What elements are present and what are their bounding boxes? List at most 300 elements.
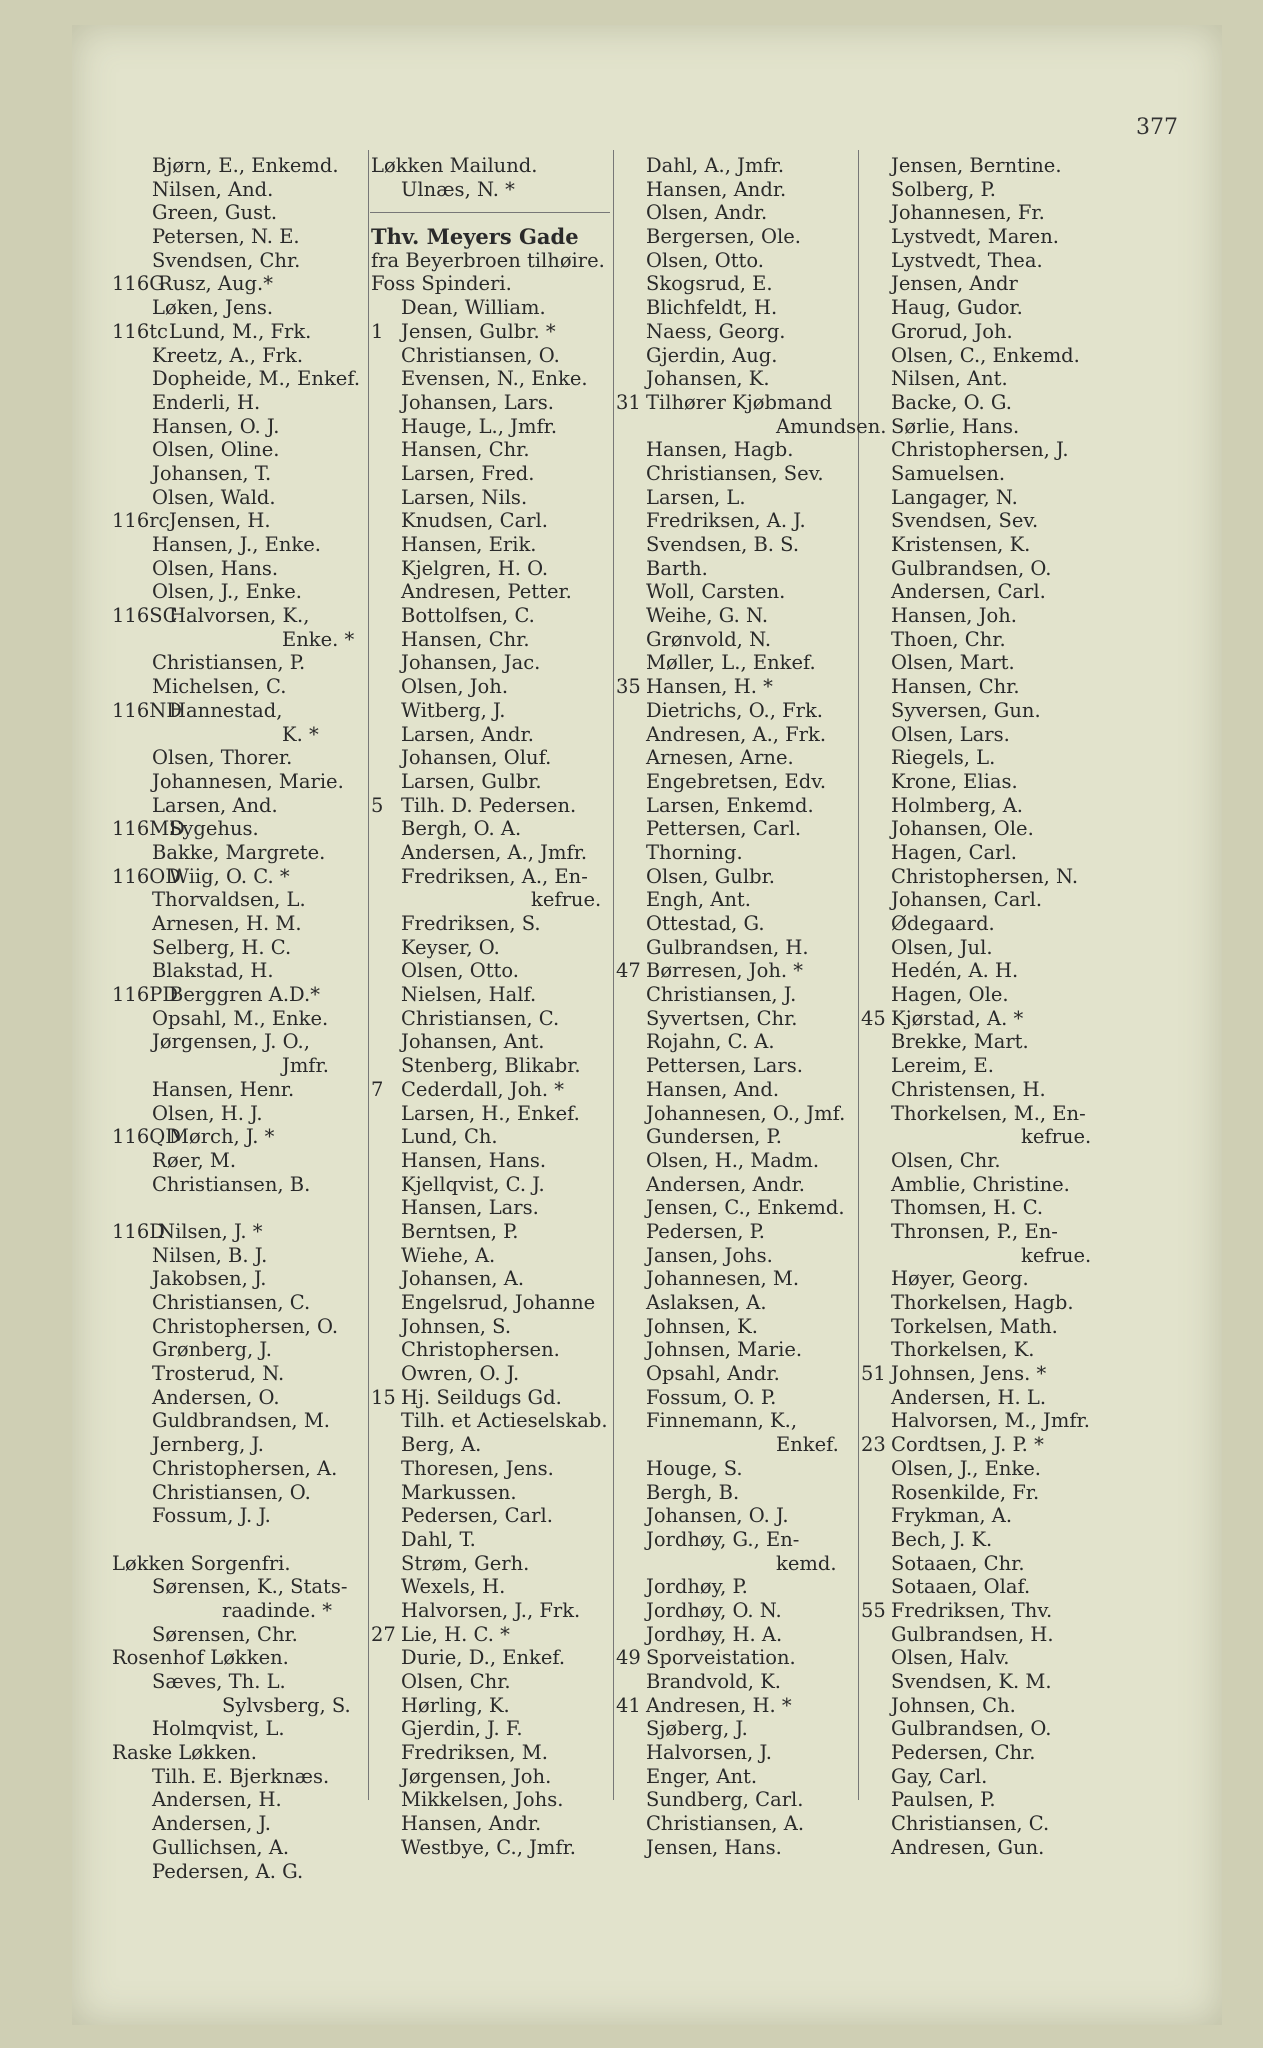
listing-text: Gay, Carl.: [891, 1764, 988, 1788]
listing-entry: [861, 1338, 1101, 1362]
listing-text: Dahl, T.: [401, 1527, 476, 1551]
listing-text: Thoresen, Jens.: [401, 1456, 554, 1480]
listing-entry: [861, 533, 1101, 557]
listing-text: Grønberg, J.: [152, 1338, 272, 1362]
listing-text: Larsen, Fred.: [401, 461, 535, 485]
listing-text: Lystvedt, Thea.: [891, 248, 1043, 272]
listing-text: Børresen, Joh. *: [646, 959, 804, 983]
listing-entry: [112, 1528, 366, 1552]
listing-entry: [861, 1694, 1101, 1718]
listing-entry: [112, 1860, 366, 1884]
listing-text: Arnesen, Arne.: [646, 746, 794, 770]
listing-text: Lie, H. C. *: [401, 1622, 510, 1646]
listing-text: Backe, O. G.: [891, 390, 1012, 414]
listing-entry: [112, 462, 366, 486]
listing-text: Andersen, Andr.: [646, 1172, 805, 1196]
listing-text: Christiansen, O.: [401, 343, 560, 367]
listing-text: Halvorsen, J.: [646, 1741, 772, 1765]
listing-entry: [861, 1457, 1101, 1481]
listing-text: Rusz, Aug.*: [158, 272, 273, 296]
listing-text: Jansen, Johs.: [646, 1243, 773, 1267]
listing-text: Torkelsen, Math.: [891, 1314, 1058, 1338]
listing-entry: [371, 651, 611, 675]
listing-entry: [371, 509, 611, 533]
listing-entry: [371, 983, 611, 1007]
listing-entry: [616, 865, 856, 889]
house-number: 45: [861, 1006, 886, 1030]
listing-entry: [112, 1552, 366, 1576]
listing-entry: [861, 959, 1101, 983]
listing-text: Johansen, K.: [646, 367, 770, 391]
listing-text: Syvertsen, Chr.: [646, 1006, 798, 1030]
listing-entry: [112, 486, 366, 510]
listing-entry: [112, 888, 366, 912]
listing-entry: [371, 1244, 611, 1268]
listing-entry: [616, 509, 856, 533]
listing-text: Gjerdin, Aug.: [646, 343, 778, 367]
listing-text: Berntsen, P.: [401, 1219, 519, 1243]
listing-text: K. *: [282, 722, 319, 746]
listing-text: Christophersen, J.: [891, 438, 1069, 462]
street-heading: [371, 225, 611, 249]
listing-text: Sylvsberg, S.: [222, 1693, 351, 1717]
listing-text: Johannesen, O., Jmf.: [646, 1101, 846, 1125]
listing-entry: [616, 1694, 856, 1718]
listing-text: Jordhøy, P.: [646, 1575, 748, 1599]
listing-entry: [371, 249, 611, 273]
listing-entry: [861, 415, 1101, 439]
listing-text: Thronsen, P., En-: [891, 1219, 1058, 1243]
listing-entry: [861, 604, 1101, 628]
listing-entry: [861, 580, 1101, 604]
listing-text: Sørlie, Hans.: [891, 414, 1020, 438]
listing-text: Keyser, O.: [401, 935, 500, 959]
listing-text: Green, Gust.: [152, 201, 278, 225]
listing-text: Andersen, H.: [152, 1788, 282, 1812]
listing-entry: [861, 1291, 1101, 1315]
listing-text: Hagen, Ole.: [891, 983, 1009, 1007]
listing-text: Andersen, Carl.: [891, 580, 1046, 604]
listing-text: Olsen, H., Madm.: [646, 1148, 820, 1172]
house-number: 51: [861, 1362, 886, 1386]
listing-entry: [371, 580, 611, 604]
listing-entry: [371, 367, 611, 391]
listing-entry: [371, 1030, 611, 1054]
listing-text: Durie, D., Enkef.: [401, 1646, 566, 1670]
listing-text: Hannestad,: [169, 698, 283, 722]
listing-entry: [616, 888, 856, 912]
listing-text: Rosenkilde, Fr.: [891, 1480, 1040, 1504]
listing-entry: [616, 580, 856, 604]
listing-text: Larsen, Nils.: [401, 485, 528, 509]
listing-entry: [371, 936, 611, 960]
listing-text: Wiig, O. C. *: [169, 864, 290, 888]
listing-entry: [371, 1220, 611, 1244]
listing-text: Andersen, J.: [152, 1812, 271, 1836]
listing-entry: [112, 1291, 366, 1315]
listing-text: kefrue.: [531, 888, 602, 912]
listing-entry: [371, 438, 611, 462]
listing-entry: [112, 1362, 366, 1386]
listing-entry: [112, 1338, 366, 1362]
listing-text: Dietrichs, O., Frk.: [646, 698, 823, 722]
listing-entry: [371, 865, 611, 889]
listing-entry: [112, 533, 366, 557]
listing-text: Wiehe, A.: [401, 1243, 496, 1267]
listing-text: Olsen, Otto.: [401, 959, 519, 983]
listing-text: Christiansen, O.: [152, 1480, 311, 1504]
listing-entry: [112, 1741, 366, 1765]
house-number: 116tc: [112, 319, 168, 343]
listing-entry: [371, 1694, 611, 1718]
listing-entry: [112, 1623, 366, 1647]
listing-text: Cordtsen, J. P. *: [891, 1433, 1044, 1457]
listing-entry: [616, 841, 856, 865]
listing-entry: [371, 178, 611, 202]
listing-entry: [371, 320, 611, 344]
listing-entry: [112, 272, 366, 296]
listing-text: Larsen, L.: [646, 485, 746, 509]
listing-entry: [112, 1694, 366, 1718]
listing-entry: [616, 1054, 856, 1078]
listing-text: Fredriksen, S.: [401, 912, 541, 935]
listing-entry: [112, 983, 366, 1007]
listing-entry: [112, 1102, 366, 1126]
listing-text: Bjørn, E., Enkemd.: [152, 154, 339, 177]
listing-text: Olsen, Wald.: [152, 485, 276, 509]
listing-text: Løken, Jens.: [152, 296, 274, 320]
listing-entry: [616, 651, 856, 675]
listing-entry: [112, 391, 366, 415]
listing-entry: [861, 1054, 1101, 1078]
listing-text: Christensen, H.: [891, 1077, 1046, 1101]
listing-text: Sørensen, Chr.: [152, 1622, 298, 1646]
listing-entry: [861, 391, 1101, 415]
listing-text: Hansen, Chr.: [891, 675, 1020, 699]
listing-text: Enke. *: [282, 627, 355, 651]
listing-entry: [371, 1765, 611, 1789]
listing-entry: [616, 1812, 856, 1836]
listing-text: Løkken Mailund.: [371, 154, 538, 177]
listing-text: Jensen, Gulbr. *: [401, 319, 556, 343]
listing-text: Hedén, A. H.: [891, 959, 1019, 983]
listing-text: Jordhøy, H. A.: [646, 1622, 783, 1646]
listing-text: Christiansen, J.: [646, 983, 797, 1007]
listing-entry: [112, 1670, 366, 1694]
listing-entry: [371, 888, 611, 912]
listing-entry: [371, 1291, 611, 1315]
house-number: 116QD: [112, 1125, 181, 1149]
listing-text: Enger, Ant.: [646, 1764, 758, 1788]
listing-entry: [112, 1054, 366, 1078]
house-number: 49: [616, 1646, 641, 1670]
listing-entry: [112, 1836, 366, 1860]
listing-entry: [371, 1149, 611, 1173]
listing-entry: [371, 1788, 611, 1812]
column-2: [371, 154, 611, 1860]
listing-text: Andersen, H. L.: [891, 1385, 1047, 1409]
listing-entry: [861, 1244, 1101, 1268]
listing-entry: [371, 1812, 611, 1836]
listing-text: Lund, M., Frk.: [169, 319, 312, 343]
listing-text: Olsen, J., Enke.: [891, 1456, 1041, 1480]
listing-text: Krone, Elias.: [891, 769, 1018, 793]
listing-entry: [371, 959, 611, 983]
listing-text: Tilh. E. Bjerknæs.: [152, 1764, 330, 1788]
listing-entry: [112, 699, 366, 723]
listing-entry: [371, 1173, 611, 1197]
listing-entry: [616, 699, 856, 723]
listing-text: Tilhører Kjøbmand: [646, 390, 833, 414]
listing-entry: [616, 272, 856, 296]
listing-text: Lund, Ch.: [401, 1125, 498, 1149]
listing-entry: [861, 865, 1101, 889]
listing-text: fra Beyerbroen tilhøire.: [371, 248, 605, 272]
listing-entry: [616, 1504, 856, 1528]
listing-text: Christiansen, C.: [401, 1006, 560, 1030]
listing-entry: [616, 1717, 856, 1741]
listing-text: Johansen, Oluf.: [401, 746, 552, 770]
listing-text: Johnsen, S.: [401, 1314, 512, 1338]
listing-entry: [616, 1078, 856, 1102]
listing-entry: [616, 367, 856, 391]
listing-entry: [112, 1457, 366, 1481]
listing-text: Nilsen, B. J.: [152, 1243, 268, 1267]
listing-entry: [616, 1788, 856, 1812]
listing-text: Nilsen, Ant.: [891, 367, 1008, 391]
listing-entry: [861, 1362, 1101, 1386]
listing-entry: [112, 651, 366, 675]
listing-text: Gullichsen, A.: [152, 1835, 290, 1859]
listing-text: Halvorsen, J., Frk.: [401, 1598, 581, 1622]
listing-text: Larsen, Andr.: [401, 722, 534, 746]
listing-text: Olsen, Thorer.: [152, 746, 293, 770]
listing-text: Rojahn, C. A.: [646, 1030, 775, 1054]
house-number: 47: [616, 959, 641, 983]
listing-text: Frykman, A.: [891, 1504, 1013, 1528]
listing-text: Wexels, H.: [401, 1575, 506, 1599]
listing-text: Gundersen, P.: [646, 1125, 782, 1149]
listing-text: Sotaaen, Chr.: [891, 1551, 1025, 1575]
listing-entry: [112, 1149, 366, 1173]
listing-text: Finnemann, K.,: [646, 1409, 798, 1433]
listing-text: Olsen, Halv.: [891, 1646, 1010, 1670]
listing-text: Petersen, N. E.: [152, 225, 300, 249]
listing-entry: [112, 580, 366, 604]
house-number: 116rc: [112, 509, 170, 533]
listing-entry: [112, 841, 366, 865]
listing-text: Ødegaard.: [891, 912, 995, 935]
listing-entry: [371, 1433, 611, 1457]
listing-entry: [861, 272, 1101, 296]
listing-entry: [616, 794, 856, 818]
listing-text: Cederdall, Joh. *: [401, 1077, 565, 1101]
listing-text: Thorkelsen, K.: [891, 1338, 1035, 1362]
listing-text: Jensen, H.: [169, 509, 271, 533]
listing-entry: [112, 296, 366, 320]
listing-text: Brandvold, K.: [646, 1670, 781, 1693]
listing-text: Sæves, Th. L.: [152, 1670, 286, 1693]
listing-entry: [371, 272, 611, 296]
listing-text: Berggren A.D.*: [169, 983, 320, 1007]
listing-text: Hansen, Hans.: [401, 1148, 547, 1172]
listing-text: Brekke, Mart.: [891, 1030, 1029, 1054]
listing-entry: [371, 1481, 611, 1505]
listing-entry: [861, 1433, 1101, 1457]
listing-text: Johansen, O. J.: [646, 1504, 789, 1528]
listing-text: Hansen, Joh.: [891, 604, 1018, 628]
listing-text: Mørch, J. *: [169, 1125, 275, 1149]
listing-entry: [371, 486, 611, 510]
listing-text: Sundberg, Carl.: [646, 1788, 804, 1812]
listing-text: Thoen, Chr.: [891, 627, 1006, 651]
listing-text: Christiansen, B.: [152, 1172, 311, 1196]
listing-entry: [371, 723, 611, 747]
listing-entry: [112, 1386, 366, 1410]
listing-entry: [861, 462, 1101, 486]
listing-text: Nilsen, And.: [152, 177, 274, 201]
listing-text: Barth.: [646, 556, 708, 580]
listing-entry: [616, 1836, 856, 1860]
listing-entry: [616, 1315, 856, 1339]
listing-text: Johnsen, Ch.: [891, 1693, 1016, 1717]
listing-text: Weihe, G. N.: [646, 604, 769, 628]
listing-text: Sporveistation.: [646, 1646, 796, 1670]
listing-text: Fredriksen, A., En-: [401, 864, 588, 888]
listing-text: Fredriksen, Thv.: [891, 1598, 1053, 1622]
listing-entry: [112, 723, 366, 747]
listing-text: Svendsen, K. M.: [891, 1670, 1052, 1693]
listing-entry: [371, 1078, 611, 1102]
listing-entry: [371, 604, 611, 628]
listing-text: Nilsen, J. *: [158, 1219, 263, 1243]
listing-text: Andersen, A., Jmfr.: [401, 840, 588, 864]
listing-entry: [616, 604, 856, 628]
listing-text: Ulnæs, N. *: [401, 177, 515, 201]
listing-text: Dean, William.: [401, 296, 546, 320]
listing-text: kemd.: [776, 1551, 837, 1575]
listing-text: Larsen, H., Enkef.: [401, 1101, 580, 1125]
listing-entry: [616, 296, 856, 320]
listing-entry: [616, 178, 856, 202]
listing-entry: [616, 1244, 856, 1268]
house-number: 116D: [112, 1219, 165, 1243]
listing-entry: [861, 1220, 1101, 1244]
house-number: 116OD: [112, 864, 181, 888]
listing-text: Christophersen, N.: [891, 864, 1079, 888]
listing-entry: [616, 1670, 856, 1694]
listing-text: Johansen, Jac.: [401, 651, 541, 675]
listing-text: Grønvold, N.: [646, 627, 772, 651]
listing-entry: [371, 1717, 611, 1741]
listing-entry: [861, 841, 1101, 865]
listing-text: Pedersen, Chr.: [891, 1741, 1036, 1765]
listing-entry: [616, 1481, 856, 1505]
listing-text: Jensen, Andr: [891, 272, 1018, 296]
house-number: 7: [371, 1077, 384, 1101]
listing-text: Dopheide, M., Enkef.: [152, 367, 361, 391]
listing-entry: [112, 794, 366, 818]
listing-entry: [861, 794, 1101, 818]
listing-entry: [616, 1291, 856, 1315]
listing-entry: [112, 344, 366, 368]
listing-text: kefrue.: [1021, 1243, 1092, 1267]
listing-text: Olsen, H. J.: [152, 1101, 263, 1125]
listing-entry: [616, 1386, 856, 1410]
listing-text: Halvorsen, M., Jmfr.: [891, 1409, 1090, 1433]
listing-text: Gulbrandsen, H.: [891, 1622, 1054, 1646]
house-number: 15: [371, 1385, 396, 1409]
listing-entry: [616, 344, 856, 368]
listing-entry: [112, 1481, 366, 1505]
listing-entry: [616, 201, 856, 225]
listing-entry: [112, 628, 366, 652]
listing-entry: [616, 438, 856, 462]
listing-entry: [112, 509, 366, 533]
listing-entry: [861, 557, 1101, 581]
listing-text: Nielsen, Half.: [401, 983, 537, 1007]
house-number: 55: [861, 1598, 886, 1622]
listing-entry: [371, 1599, 611, 1623]
listing-entry: [112, 1030, 366, 1054]
listing-text: Tilh. et Actieselskab.: [401, 1409, 608, 1433]
listing-entry: [861, 1173, 1101, 1197]
listing-entry: [112, 746, 366, 770]
listing-entry: [112, 438, 366, 462]
listing-entry: [861, 1812, 1101, 1836]
listing-text: Larsen, Enkemd.: [646, 793, 814, 817]
listing-text: Bech, J. K.: [891, 1527, 993, 1551]
listing-entry: [112, 1575, 366, 1599]
listing-text: Christophersen, A.: [152, 1456, 338, 1480]
listing-text: Sotaaen, Olaf.: [891, 1575, 1031, 1599]
listing-text: Christiansen, Sev.: [646, 461, 824, 485]
listing-entry: [861, 651, 1101, 675]
listing-entry: [861, 1717, 1101, 1741]
listing-entry: [112, 865, 366, 889]
listing-entry: [861, 178, 1101, 202]
listing-entry: [616, 1196, 856, 1220]
listing-text: Riegels, L.: [891, 746, 996, 770]
listing-entry: [371, 1670, 611, 1694]
listing-entry: [861, 1575, 1101, 1599]
listing-entry: [371, 462, 611, 486]
listing-text: Syversen, Gun.: [891, 698, 1041, 722]
listing-entry: [861, 1788, 1101, 1812]
listing-text: Blakstad, H.: [152, 959, 274, 983]
listing-entry: [616, 1409, 856, 1433]
listing-text: Grorud, Joh.: [891, 319, 1013, 343]
listing-text: Jørgensen, Joh.: [401, 1764, 552, 1788]
listing-entry: [371, 1575, 611, 1599]
listing-text: Witberg, J.: [401, 698, 506, 722]
listing-entry: [861, 675, 1101, 699]
listing-entry: [371, 794, 611, 818]
listing-text: Johnsen, Marie.: [646, 1338, 803, 1362]
listing-text: Samuelsen.: [891, 461, 1006, 485]
listing-text: Stenberg, Blikabr.: [401, 1054, 581, 1078]
listing-text: Bottolfsen, C.: [401, 604, 535, 628]
listing-text: Andresen, H. *: [646, 1693, 792, 1717]
listing-entry: [616, 675, 856, 699]
listing-entry: [861, 154, 1101, 178]
listing-entry: [861, 983, 1101, 1007]
listing-text: Johansen, Carl.: [891, 888, 1043, 912]
listing-text: Dahl, A., Jmfr.: [646, 154, 785, 177]
listing-entry: [112, 959, 366, 983]
listing-text: Gulbrandsen, H.: [646, 935, 809, 959]
listing-entry: [616, 533, 856, 557]
